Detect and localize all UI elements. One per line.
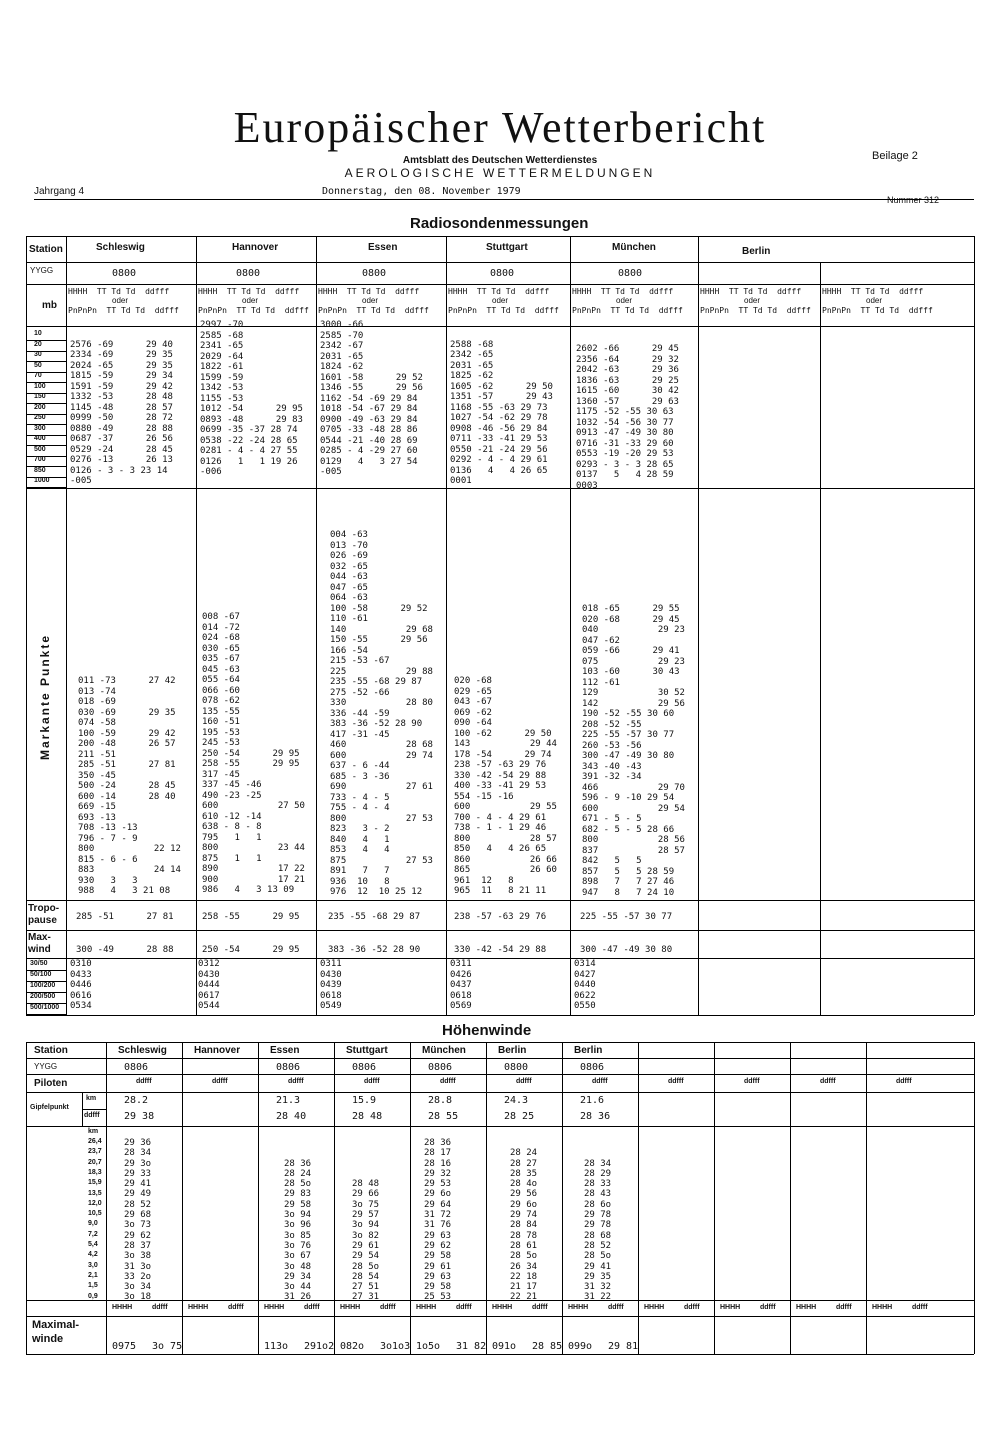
hw-bottom-hhhh: HHHH [872, 1304, 893, 1311]
hw-ddfff-header: ddfff [212, 1078, 228, 1085]
hw-bottom-ddfff: ddfff [608, 1304, 624, 1311]
level-rule [26, 456, 66, 457]
hw-gipfel-km-label: km [86, 1095, 97, 1102]
hw-station-name: Essen [270, 1045, 300, 1056]
level-label: 150 [34, 393, 46, 400]
station-schleswig: Schleswig [96, 242, 145, 253]
tropopause-label: Tropo-pause [28, 903, 60, 926]
level-label: 70 [34, 372, 42, 379]
level-label: 1000 [34, 477, 50, 484]
hw-level-label: 26,4 [88, 1138, 102, 1145]
hw-gipfel-km: 21.6 [580, 1095, 605, 1106]
hw-level-label: 20,7 [88, 1158, 102, 1166]
hw-time: 0806 [352, 1062, 377, 1073]
hw-max-wind: 29 81 [608, 1341, 639, 1352]
hw-gipfel-km: 28.2 [124, 1095, 149, 1106]
station-stuttgart: Stuttgart [486, 242, 528, 253]
hw-ddfff-header: ddfff [516, 1078, 532, 1085]
hw-time: 0806 [580, 1062, 605, 1073]
tropopause-hannover: 258 -55 29 95 [202, 912, 300, 922]
col-header-bottom: PnPnPn TT Td Td ddfff [448, 306, 559, 315]
hw-bottom-hhhh: HHHH [796, 1304, 817, 1311]
level-label: 300 [34, 424, 46, 432]
hw-bottom-hhhh: HHHH [644, 1304, 665, 1311]
hoehenwinde-title: Höhenwinde [442, 1022, 532, 1039]
hw-bottom-ddfff: ddfff [684, 1304, 700, 1311]
hw-level-label: 3,0 [88, 1261, 98, 1269]
level-label: 50 [34, 361, 42, 369]
col-header-top: HHHH TT Td Td ddfff [448, 287, 550, 296]
hw-station-name: Schleswig [118, 1045, 167, 1056]
hw-schleswig-data: 29 36 28 34 29 3o 29 33 29 41 29 49 28 52 29 68 3o 73 29 62 28 37 3o 38 31 3o 33 2o 3o 34 3o 18 [124, 1138, 152, 1303]
hw-bottom-ddfff: ddfff [380, 1304, 396, 1311]
maxwind-stuttgart: 330 -42 -54 29 88 [454, 945, 547, 955]
col-header-top: HHHH TT Td Td ddfff [198, 287, 300, 296]
level-label: 100 [34, 382, 46, 390]
hw-level-label: 7,2 [88, 1230, 98, 1238]
level-rule [26, 435, 66, 436]
time-hannover: 0800 [236, 268, 261, 279]
level-rule [26, 361, 66, 362]
shear-rule [26, 1014, 66, 1015]
hw-piloten-label: Piloten [34, 1078, 68, 1089]
level-rule [26, 382, 66, 383]
hw-gipfel-dd: 28 55 [428, 1111, 459, 1122]
level-label: 400 [34, 435, 46, 442]
col-header-oder: oder [362, 296, 379, 305]
col-header-oder: oder [242, 296, 259, 305]
shear-hannover: 0312 0430 0444 0617 0544 [198, 959, 220, 1011]
hw-gipfel-km: 24.3 [504, 1095, 529, 1106]
hw-bottom-ddfff: ddfff [304, 1304, 320, 1311]
hw-max-height: 113o [264, 1341, 289, 1352]
tropopause-schleswig: 285 -51 27 81 [76, 912, 174, 922]
col-header-oder: oder [866, 296, 883, 305]
col-header-bottom: PnPnPn TT Td Td ddfff [68, 306, 179, 315]
level-rule [26, 340, 66, 341]
col-header-bottom: PnPnPn TT Td Td ddfff [572, 306, 683, 315]
level-label: 30 [34, 351, 42, 358]
yygg-label: YYGG [30, 266, 54, 275]
maxwind-muenchen: 300 -47 -49 30 80 [580, 945, 673, 955]
col-header-oder: oder [112, 296, 129, 305]
maxwind-schleswig: 300 -49 28 88 [76, 945, 174, 955]
level-label: 850 [34, 466, 46, 474]
tropopause-stuttgart: 238 -57 -63 29 76 [454, 912, 547, 922]
level-rule [26, 403, 66, 404]
hw-bottom-ddfff: ddfff [456, 1304, 472, 1311]
hw-gipfel-dd: 29 38 [124, 1111, 155, 1122]
hw-max-wind: 31 82 [456, 1341, 487, 1352]
col-header-top: HHHH TT Td Td ddfff [572, 287, 674, 296]
hw-essen-data: 28 36 28 24 28 5o 29 83 29 58 3o 94 3o 96 3o 85 3o 76 3o 67 3o 48 29 34 3o 44 31 26 [284, 1158, 312, 1303]
hw-time: 0800 [504, 1062, 529, 1073]
hw-ddfff-header: ddfff [288, 1078, 304, 1085]
time-muenchen: 0800 [618, 268, 643, 279]
col-header-oder: oder [492, 296, 509, 305]
hw-ddfff-header: ddfff [668, 1078, 684, 1085]
level-label: 10 [34, 330, 42, 337]
hw-ddfff-header: ddfff [364, 1078, 380, 1085]
station-label: Station [29, 244, 63, 255]
level-rule [26, 466, 66, 467]
hw-bottom-hhhh: HHHH [568, 1304, 589, 1311]
hw-gipfel-dd: 28 36 [580, 1111, 611, 1122]
shear-label: 50/100 [30, 971, 52, 978]
hw-muenchen-data: 28 36 28 17 28 16 29 32 29 53 29 6o 29 64 31 72 31 76 29 63 29 62 29 58 29 61 29 63 29 58 25 53 [424, 1138, 452, 1303]
hw-bottom-hhhh: HHHH [112, 1304, 133, 1311]
hw-ddfff-header: ddfff [136, 1078, 152, 1085]
hw-bottom-hhhh: HHHH [720, 1304, 741, 1311]
jahrgang-label: Jahrgang 4 [34, 186, 85, 197]
hw-level-label: 23,7 [88, 1148, 102, 1156]
hw-bottom-hhhh: HHHH [416, 1304, 437, 1311]
hw-bottom-hhhh: HHHH [264, 1304, 285, 1311]
hw-ddfff-header: ddfff [820, 1078, 836, 1085]
hw-km-label: km [88, 1128, 99, 1135]
level-rule [26, 445, 66, 446]
col-header-top: HHHH TT Td Td ddfff [68, 287, 170, 296]
level-label: 20 [34, 340, 42, 348]
beilage-label: Beilage 2 [872, 150, 918, 162]
maxwind-hannover: 250 -54 29 95 [202, 945, 300, 955]
shear-essen: 0311 0430 0439 0618 0549 [320, 959, 342, 1011]
hw-bottom-ddfff: ddfff [228, 1304, 244, 1311]
hw-stuttgart-data: 28 48 29 66 3o 75 29 57 3o 94 3o 82 29 61 29 54 28 5o 28 54 27 51 27 31 [352, 1179, 380, 1303]
hw-bottom-ddfff: ddfff [152, 1304, 168, 1311]
shear-label: 200/500 [30, 993, 56, 1000]
maxwind-essen: 383 -36 -52 28 90 [328, 945, 421, 955]
hw-bottom-ddfff: ddfff [912, 1304, 928, 1311]
tropopause-muenchen: 225 -55 -57 30 77 [580, 912, 673, 922]
markante-punkte-label: Markante Punkte [38, 633, 52, 760]
time-schleswig: 0800 [112, 268, 137, 279]
station-hannover: Hannover [232, 242, 279, 253]
hw-max-height: 091o [492, 1341, 517, 1352]
hw-station-name: München [422, 1045, 466, 1056]
hw-level-label: 5,4 [88, 1241, 98, 1248]
hw-level-label: 1,5 [88, 1282, 98, 1290]
shear-label: 100/200 [30, 982, 56, 989]
hw-level-label: 9,0 [88, 1220, 98, 1228]
level-label: 200 [34, 403, 46, 411]
col-header-top: HHHH TT Td Td ddfff [822, 287, 924, 296]
page-title: Europäischer Wetterbericht [233, 103, 767, 152]
level-label: 500 [34, 445, 46, 453]
tropopause-essen: 235 -55 -68 29 87 [328, 912, 421, 922]
markante-schleswig: 011 -73 27 42 013 -74 018 -69 030 -69 29 35 074 -58 100 -59 29 42 200 -48 26 57 211 -51 285 -51 27 81 350 -45 500 -24 28 45 600 -14 28 40 669 -15 693 -13 708 -13 -13 796 - 7 - 9 800 22 12 815 - 6 - 6 883 24 14 930 3 3 988 4 3 21 08 [78, 676, 181, 896]
hw-level-label: 0,9 [88, 1292, 98, 1300]
level-rule [26, 414, 66, 415]
hw-station-label: Station [34, 1045, 68, 1056]
hannover-data: 2997 -70 2585 -68 2341 -65 2029 -64 1822 -61 1599 -59 1342 -53 1155 -53 1012 -54 29 95 0893 -48 29 83 0699 -35 -37 28 74 0538 -22 -24 28 65 0281 - 4 - 4 27 55 0126 1 1 19 26 -006 [200, 320, 303, 477]
hw-max-wind: 28 85 [532, 1341, 563, 1352]
hw-max-height: 1o5o [416, 1341, 441, 1352]
level-rule [26, 351, 66, 352]
hw-max-height: 082o [340, 1341, 365, 1352]
mb-label: mb [42, 300, 57, 311]
hw-level-label: 18,3 [88, 1168, 102, 1176]
time-essen: 0800 [362, 268, 387, 279]
hw-gipfel-km: 28.8 [428, 1095, 453, 1106]
hw-time: 0806 [428, 1062, 453, 1073]
level-label: 700 [34, 456, 46, 463]
col-header-bottom: PnPnPn TT Td Td ddfff [198, 306, 309, 315]
markante-essen: 004 -63 013 -70 026 -69 032 -65 044 -63 047 -65 064 -63 100 -58 29 52 110 -61 140 29 68 150 -55 29 56 166 -54 215 -53 -67 225 29 88 235 -55 -68 29 87 275 -52 -66 330 28 80 336 -44 -59 383 -36 -52 28 90 417 -31 -45 460 28 68 600 29 74 637 - 6 -44 685 - 3 -36 690 27 61 733 - 4 - 5 755 - 4 - 4 800 27 53 823 3 - 2 840 4 1 853 4 4 875 27 53 891 7 7 936 10 8 976 12 10 25 12 [330, 530, 433, 897]
maximalwinde-label: Maximal-winde [32, 1319, 80, 1345]
markante-muenchen: 018 -65 29 55 020 -68 29 45 040 29 23 047 -62 059 -66 29 41 075 29 23 103 -60 30 43 112 -61 129 30 52 142 29 56 190 -52 -55 30 60 208 -52 -55 225 -55 -57 30 77 260 -53 -56 300 -47 -49 30 80 343 -40 -43 391 -32 -34 466 29 70 596 - 9 -10 29 54 600 29 54 671 - 5 - 5 682 - 5 - 5 28 66 800 28 56 837 28 57 842 5 5 857 5 5 28 59 898 7 7 27 46 947 8 7 24 10 [582, 604, 685, 898]
col-header-bottom: PnPnPn TT Td Td ddfff [822, 306, 933, 315]
radiosonde-title: Radiosondenmessungen [410, 215, 589, 232]
section-title: AEROLOGISCHE WETTERMELDUNGEN [344, 166, 656, 180]
col-header-top: HHHH TT Td Td ddfff [318, 287, 420, 296]
hw-station-name: Hannover [194, 1045, 241, 1056]
hw-station-name: Berlin [498, 1045, 527, 1056]
hw-bottom-hhhh: HHHH [340, 1304, 361, 1311]
hw-max-height: 099o [568, 1341, 593, 1352]
time-stuttgart: 0800 [490, 268, 515, 279]
stuttgart-data: 2588 -68 2342 -65 2031 -65 1825 -62 1605 -62 29 50 1351 -57 29 43 1168 -55 -63 29 73 1027 -54 -62 29 78 0908 -46 -56 29 84 0711 -33 -41 29 53 0550 -21 -24 29 56 0292 - 4 - 4 29 61 0136 4 4 26 65 0001 [450, 339, 553, 486]
station-essen: Essen [368, 242, 398, 253]
hw-time: 0806 [276, 1062, 301, 1073]
schleswig-data: 2576 -69 29 40 2334 -69 29 35 2024 -65 29 35 1815 -59 29 34 1591 -59 29 42 1332 -53 28 48 1145 -48 28 57 0999 -50 28 72 0880 -49 28 88 0687 -37 26 56 0529 -24 28 45 0276 -13 26 13 0126 - 3 - 3 23 14 -005 [70, 339, 173, 486]
markante-stuttgart: 020 -68 029 -65 043 -67 069 -62 090 -64 100 -62 29 50 143 29 44 178 -54 29 74 238 -57 -63 29 76 330 -42 -54 29 88 400 -33 -41 29 53 554 -15 -16 600 29 55 700 - 4 - 4 29 61 738 - 1 - 1 29 46 800 28 57 850 4 4 26 65 860 26 66 865 26 60 961 12 8 965 11 8 21 11 [454, 676, 557, 896]
hw-ddfff-header: ddfff [744, 1078, 760, 1085]
level-rule [26, 393, 66, 394]
shear-label: 500/1000 [30, 1004, 60, 1011]
markante-hannover: 008 -67 014 -72 024 -68 030 -65 035 -67 045 -63 055 -64 066 -60 078 -62 135 -55 160 -51 195 -53 245 -53 250 -54 29 95 258 -55 29 95 317 -45 337 -45 -46 490 -23 -25 600 27 50 610 -12 -14 638 - 8 - 8 795 1 1 800 23 44 875 1 1 890 17 22 900 17 21 986 4 3 13 09 [202, 612, 305, 895]
hw-bottom-hhhh: HHHH [492, 1304, 513, 1311]
hw-berlin1-data: 28 24 28 27 28 35 28 4o 29 56 29 6o 29 74 28 84 28 78 28 61 28 5o 26 34 22 18 21 17 22 21 [510, 1148, 538, 1303]
muenchen-data: 2602 -66 29 45 2356 -64 29 32 2042 -63 29 36 1836 -63 29 25 1615 -60 30 42 1360 -57 29 63 1175 -52 -55 30 63 1032 -54 -56 30 77 0913 -47 -49 30 80 0716 -31 -33 29 60 0553 -19 -20 29 53 0293 - 3 - 3 28 65 0137 5 4 28 59 0003 [576, 344, 679, 491]
level-label: 250 [34, 414, 46, 421]
hw-berlin2-data: 28 34 28 29 28 33 28 43 28 6o 29 78 29 78 28 68 28 52 28 5o 29 41 29 35 31 32 31 22 [584, 1158, 612, 1303]
hw-ddfff-header: ddfff [896, 1078, 912, 1085]
hw-level-label: 2,1 [88, 1271, 98, 1279]
shear-label: 30/50 [30, 960, 48, 967]
hw-max-wind: 3o 75 [152, 1341, 183, 1352]
hw-ddfff-header: ddfff [592, 1078, 608, 1085]
shear-muenchen: 0314 0427 0440 0622 0550 [574, 959, 596, 1011]
col-header-oder: oder [744, 296, 761, 305]
hw-yygg-label: YYGG [34, 1062, 58, 1071]
hw-level-label: 13,5 [88, 1189, 102, 1197]
header-rule [34, 199, 974, 200]
nummer-label: Nummer 312 [887, 195, 940, 205]
hw-level-label: 4,2 [88, 1251, 98, 1259]
col-header-bottom: PnPnPn TT Td Td ddfff [700, 306, 811, 315]
date-label: Donnerstag, den 08. November 1979 [322, 186, 521, 197]
level-rule [26, 487, 66, 488]
hw-time: 0806 [124, 1062, 149, 1073]
subtitle: Amtsblatt des Deutschen Wetterdienstes [402, 155, 598, 166]
hw-ddfff-header: ddfff [440, 1078, 456, 1085]
hw-level-label: 15,9 [88, 1179, 102, 1187]
hw-level-label: 12,0 [88, 1199, 102, 1207]
hw-bottom-hhhh: HHHH [188, 1304, 209, 1311]
hw-bottom-ddfff: ddfff [532, 1304, 548, 1311]
station-berlin: Berlin [742, 246, 771, 257]
level-rule [26, 372, 66, 373]
hw-gipfel-dd: 28 48 [352, 1111, 383, 1122]
level-rule [26, 424, 66, 425]
hw-max-wind: 3o1o3 [380, 1341, 411, 1352]
station-muenchen: München [612, 242, 656, 253]
hw-gipfel-km: 21.3 [276, 1095, 301, 1106]
hw-max-height: 0975 [112, 1341, 137, 1352]
shear-stuttgart: 0311 0426 0437 0618 0569 [450, 959, 472, 1011]
hw-level-label: 10,5 [88, 1210, 102, 1218]
maxwind-label: Max-wind [28, 932, 51, 955]
hw-bottom-ddfff: ddfff [760, 1304, 776, 1311]
hw-max-wind: 291o2 [304, 1341, 335, 1352]
essen-data: 3000 -66 2585 -70 2342 -67 2031 -65 1824 -62 1601 -58 29 52 1346 -55 29 56 1162 -54 -69 29 84 1018 -54 -67 29 84 0900 -49 -63 29 84 0705 -33 -48 28 86 0544 -21 -40 28 69 0285 - 4 -29 27 60 0129 4 3 27 54 -005 [320, 320, 423, 477]
hw-station-name: Stuttgart [346, 1045, 388, 1056]
hw-gipfel-dd: 28 25 [504, 1111, 535, 1122]
hw-gipfel-km: 15.9 [352, 1095, 377, 1106]
col-header-top: HHHH TT Td Td ddfff [700, 287, 802, 296]
hw-gipfel-ddfff-label: ddfff [84, 1112, 100, 1119]
col-header-bottom: PnPnPn TT Td Td ddfff [318, 306, 429, 315]
hw-gipfel-dd: 28 40 [276, 1111, 307, 1122]
hw-gipfel-label: Gipfelpunkt [30, 1104, 69, 1111]
shear-schleswig: 0310 0433 0446 0616 0534 [70, 959, 92, 1011]
col-header-oder: oder [616, 296, 633, 305]
hw-bottom-ddfff: ddfff [836, 1304, 852, 1311]
hw-station-name: Berlin [574, 1045, 603, 1056]
